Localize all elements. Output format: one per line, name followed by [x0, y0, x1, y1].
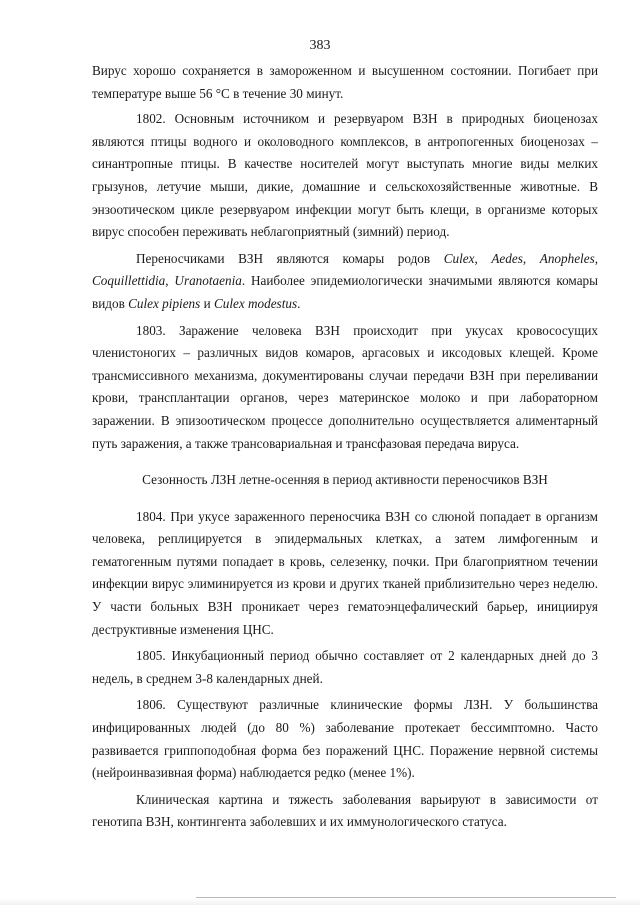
paragraph-vectors	[92, 248, 598, 316]
document-body	[92, 60, 598, 834]
scan-bottom-line	[196, 897, 616, 898]
paragraph-1804: 1804. При укусе зараженного переносчика ВЗН со слюной попадает в организм человека, реплицируется в эпидермальных клетках, а затем лимфогенным и гематогенным путями попадает в кровь, селезенку, почки. При благоприятном течении инфекции вирус элиминируется из крови и других тканей приблизительно через неделю. У части больных ВЗН проникает через гематоэнцефалический барьер, инициируя деструктивные изменения ЦНС.	[92, 508, 598, 637]
paragraph-1803: 1803. Заражение человека ВЗН происходит при укусах кровососущих членистоногих – различных видов комаров, аргасовых и иксодовых клещей. Кроме трансмиссивного механизма, документированы случаи передачи ВЗН при переливании крови, трансплантации органов, через материнское молоко и при лабораторном заражении. В эпизоотическом процессе дополнительно осуществляется алиментарный путь заражения, а также трансовариальная и трансфазовая передача вируса.	[92, 322, 598, 451]
genus-aedes: Aedes	[491, 250, 523, 266]
species-culex-pipiens: Culex pipiens	[128, 295, 201, 311]
paragraph-1802: 1802. Основным источником и резервуаром ВЗН в природных биоценозах являются птицы водного и околоводного комплексов, в антропогенных биоценозах – синантропные птицы. В качестве носителей могут выступать многие виды мелких грызунов, летучие мыши, дикие, домашние и сельскохозяйственные животные. В энзоотическом цикле резервуаром инфекции могут быть клещи, в организме которых вирус способен переживать неблагоприятный (зимний) период.	[92, 111, 598, 240]
page-number: 383	[309, 38, 331, 53]
vectors-text-2: . Наиболее эпидемиологически значимыми являются комары видов	[92, 273, 598, 311]
sep-3: ,	[594, 250, 598, 266]
sep-4: ,	[165, 273, 175, 289]
paragraph-clinical-picture: Клиническая картина и тяжесть заболевания варьируют в зависимости от генотипа ВЗН, контингента заболевших и их иммунологического статуса.	[92, 791, 598, 830]
section-subheading: Сезонность ЛЗН летне-осенняя в период активности переносчиков ВЗН	[142, 472, 548, 488]
scan-edge-shadow	[0, 898, 640, 905]
vectors-text-1: Переносчиками ВЗН являются комары родов	[136, 250, 444, 266]
paragraph-virus-stability: Вирус хорошо сохраняется в замороженном и высушенном состоянии. Погибает при температуре выше 56 °С в течение 30 минут.	[92, 63, 598, 101]
genus-uranotaenia: Uranotaenia	[174, 273, 242, 289]
genus-coquillettidia: Coquillettidia	[92, 273, 166, 289]
genus-anopheles: Anopheles	[539, 250, 595, 266]
paragraph-1805: 1805. Инкубационный период обычно составляет от 2 календарных дней до 3 недель, в среднем 3-8 календарных дней.	[92, 648, 598, 686]
species-culex-modestus: Culex modestus	[213, 295, 298, 311]
paragraph-1806: 1806. Существуют различные клинические формы ЛЗН. У большинства инфицированных людей (до 80 %) заболевание протекает бессимптомно. Часто развивается гриппоподобная форма без поражений ЦНС. Поражение нервной системы (нейроинвазивная форма) наблюдается редко (менее 1%).	[92, 697, 598, 781]
sep-2: ,	[522, 250, 540, 266]
vectors-text-3: и	[200, 295, 214, 311]
genus-culex: Culex	[443, 250, 475, 266]
vectors-text-4: .	[297, 295, 301, 311]
sep-1: ,	[474, 250, 492, 266]
